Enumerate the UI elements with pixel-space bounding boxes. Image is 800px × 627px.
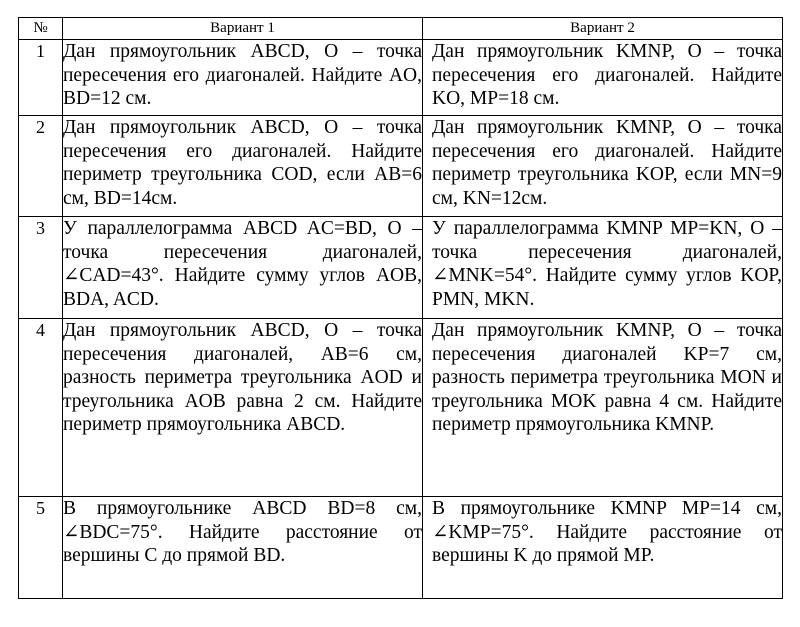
task-variant-1: У параллелограмма ABCD AC=BD, O – точка пересечения диагоналей, ∠CAD=43°. Найдите сумму углов AOB, BDA, ACD. [63,217,423,319]
task-number: 4 [19,319,63,497]
table-row [19,40,783,116]
table-row [19,217,783,319]
header-row [19,18,783,40]
task-variant-2: Дан прямоугольник KMNP, O – точка пересечения его диагоналей. Найдите периметр треугольника KOP, если MN=9 см, KN=12см. [423,116,783,217]
task-variant-1: В прямоугольнике ABCD BD=8 см, ∠BDC=75°. Найдите расстояние от вершины C до прямой BD. [63,497,423,599]
worksheet [18,17,782,599]
table-row [19,497,783,599]
task-number: 2 [19,116,63,217]
header-variant-1: Вариант 1 [63,18,423,40]
header-variant-2: Вариант 2 [423,18,783,40]
task-number: 3 [19,217,63,319]
task-variant-2: У параллелограмма KMNP MP=KN, O – точка пересечения диагоналей, ∠MNK=54°. Найдите сумму углов KOP, PMN, MKN. [423,217,783,319]
table-header [19,18,783,40]
task-variant-2: В прямоугольнике KMNP MP=14 см, ∠KMP=75°. Найдите расстояние от вершины K до прямой MP. [423,497,783,599]
task-number: 5 [19,497,63,599]
task-variant-2: Дан прямоугольник KMNP, O – точка пересечения диагоналей KP=7 см, разность периметра треугольника MON и треугольника MOK равна 4 см. Найдите периметр прямоугольника KMNP. [423,319,783,497]
task-variant-1: Дан прямоугольник ABCD, O – точка пересечения его диагоналей. Найдите периметр треугольника COD, если AB=6 см, BD=14см. [63,116,423,217]
table-row [19,319,783,497]
task-variant-1: Дан прямоугольник ABCD, O – точка пересечения его диагоналей. Найдите AO, BD=12 см. [63,40,423,116]
task-variant-1: Дан прямоугольник ABCD, O – точка пересечения диагоналей, AB=6 см, разность периметра треугольника AOD и треугольника AOB равна 2 см. Найдите периметр прямоугольника ABCD. [63,319,423,497]
task-variant-2: Дан прямоугольник KMNP, O – точка пересечения его диагоналей. Найдите KO, MP=18 см. [423,40,783,116]
table-body [19,40,783,599]
table-row [19,116,783,217]
header-number: № [19,18,63,40]
tasks-table [18,17,783,599]
task-number: 1 [19,40,63,116]
